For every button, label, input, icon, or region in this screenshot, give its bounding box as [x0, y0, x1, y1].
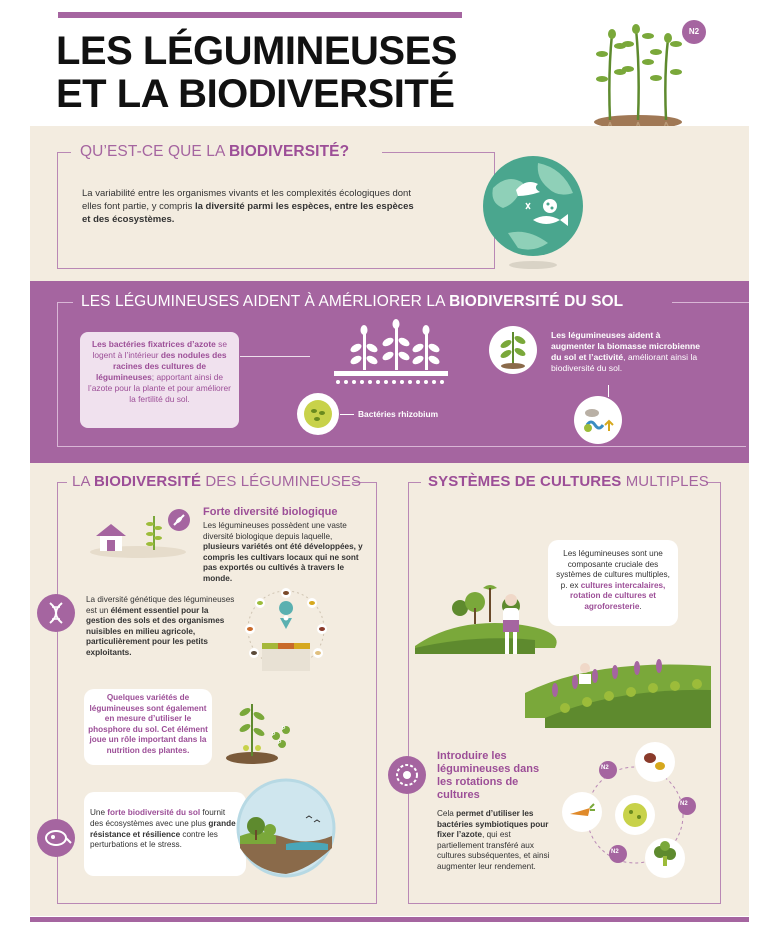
nitrogen-bacteria-text: Les bactéries fixatrices d’azote se logent à l’intérieur des nodules des racines des cultures de légumineuses; apportant ainsi de l’azote pour la plante et pour améliorer la fertilité du sol.: [88, 339, 231, 404]
crop-rotation-heading: Introduire les légumineuses dans les rotations de cultures: [437, 750, 540, 801]
bacteria-label: Bactéries rhizobium: [358, 409, 439, 419]
phosphorus-label-1: P: [272, 732, 276, 738]
section4-title: SYSTÈMES DE CULTURES MULTIPLES: [428, 473, 709, 490]
plants-roots-nodules-icon: [326, 318, 452, 390]
soil-microbes-icon: [573, 395, 623, 445]
rhizobium-bacteria-icon: [296, 392, 340, 436]
top-accent-bar: [58, 12, 462, 18]
phosphorus-text: Quelques variétés de légumineuses sont également en mesure d’utiliser le phosphore du sol. Cet élément joue un rôle important dans la nutrition des plantes.: [88, 693, 208, 755]
multiple-crops-text: Les légumineuses sont une composante cruciale des systèmes de cultures multiples, p. ex cultures intercalaires, rotation de cultures et agroforesterie.: [556, 549, 670, 611]
ecosystem-landscape-icon: [236, 778, 336, 878]
strong-diversity-heading: Forte diversité biologique: [203, 506, 338, 518]
n2-label-3: N2: [611, 849, 619, 855]
title-line-2: ET LA BIODIVERSITÉ: [56, 72, 455, 116]
n2-label-1: N2: [601, 765, 609, 771]
globe-species-icon: [478, 148, 588, 273]
microbe-icon: [37, 819, 75, 857]
intercropping-landscape-icon: [415, 578, 711, 728]
house-crop-icon: [86, 506, 201, 562]
phosphorus-label-2: P: [282, 726, 286, 732]
crop-rotation-cycle-icon: [560, 740, 710, 890]
seed-varieties-icon: [238, 585, 334, 679]
n2-label-2: N2: [680, 801, 688, 807]
dna-icon: [37, 594, 75, 632]
strong-diversity-text: Les légumineuses possèdent une vaste diversité biologique depuis laquelle, plusieurs variétés ont été développées, y compris les cultivars locaux qui ne sont pas exportés ou cultivés à travers le monde.: [203, 521, 363, 583]
section3-title: LA BIODIVERSITÉ DES LÉGUMINEUSES: [72, 473, 362, 490]
section2-title: LES LÉGUMINEUSES AIDENT À AMÉRLIORER LA BIODIVERSITÉ DU SOL: [81, 293, 624, 310]
title-line-1: LES LÉGUMINEUSES: [56, 29, 457, 73]
soil-resilience-text: Une forte biodiversité du sol fournit des écosystèmes avec une plus grande résistance et résilience contre les perturbations et le stress.: [90, 808, 236, 850]
plant-biomass-icon: [488, 316, 538, 378]
section1-title: QU’EST-CE QUE LA BIODIVERSITÉ?: [80, 143, 350, 160]
page-title: [56, 30, 457, 116]
nitrogen-badge: N2: [682, 20, 706, 44]
rotation-icon: [388, 756, 426, 794]
microbial-biomass-text: Les légumineuses aident à augmenter la biomasse microbienne du sol et l’activité, améliorant ainsi la biodiversité du sol.: [551, 330, 701, 373]
phosphorus-label-3: P: [278, 740, 282, 746]
biodiversity-definition-text: La variabilité entre les organismes vivants et les complexités écologiques dont elles font partie, y compris la diversité parmi les espèces, entre les espèces et des écosystèmes.: [82, 188, 414, 225]
bottom-accent-bar: [30, 917, 749, 922]
phosphorus-plant-icon: [220, 690, 300, 770]
genetic-diversity-text: La diversité génétique des légumineuses est un élément essentiel pour la gestion des sols et des organismes nuisibles en milieu agricole, particulièrement pour les petits exploitants.: [86, 595, 235, 657]
crop-rotation-text: Cela permet d’utiliser les bactéries symbiotiques pour fixer l’azote, qui est partiellement transféré aux cultures subséquentes, et ainsi augmenter leur rendement.: [437, 809, 550, 871]
